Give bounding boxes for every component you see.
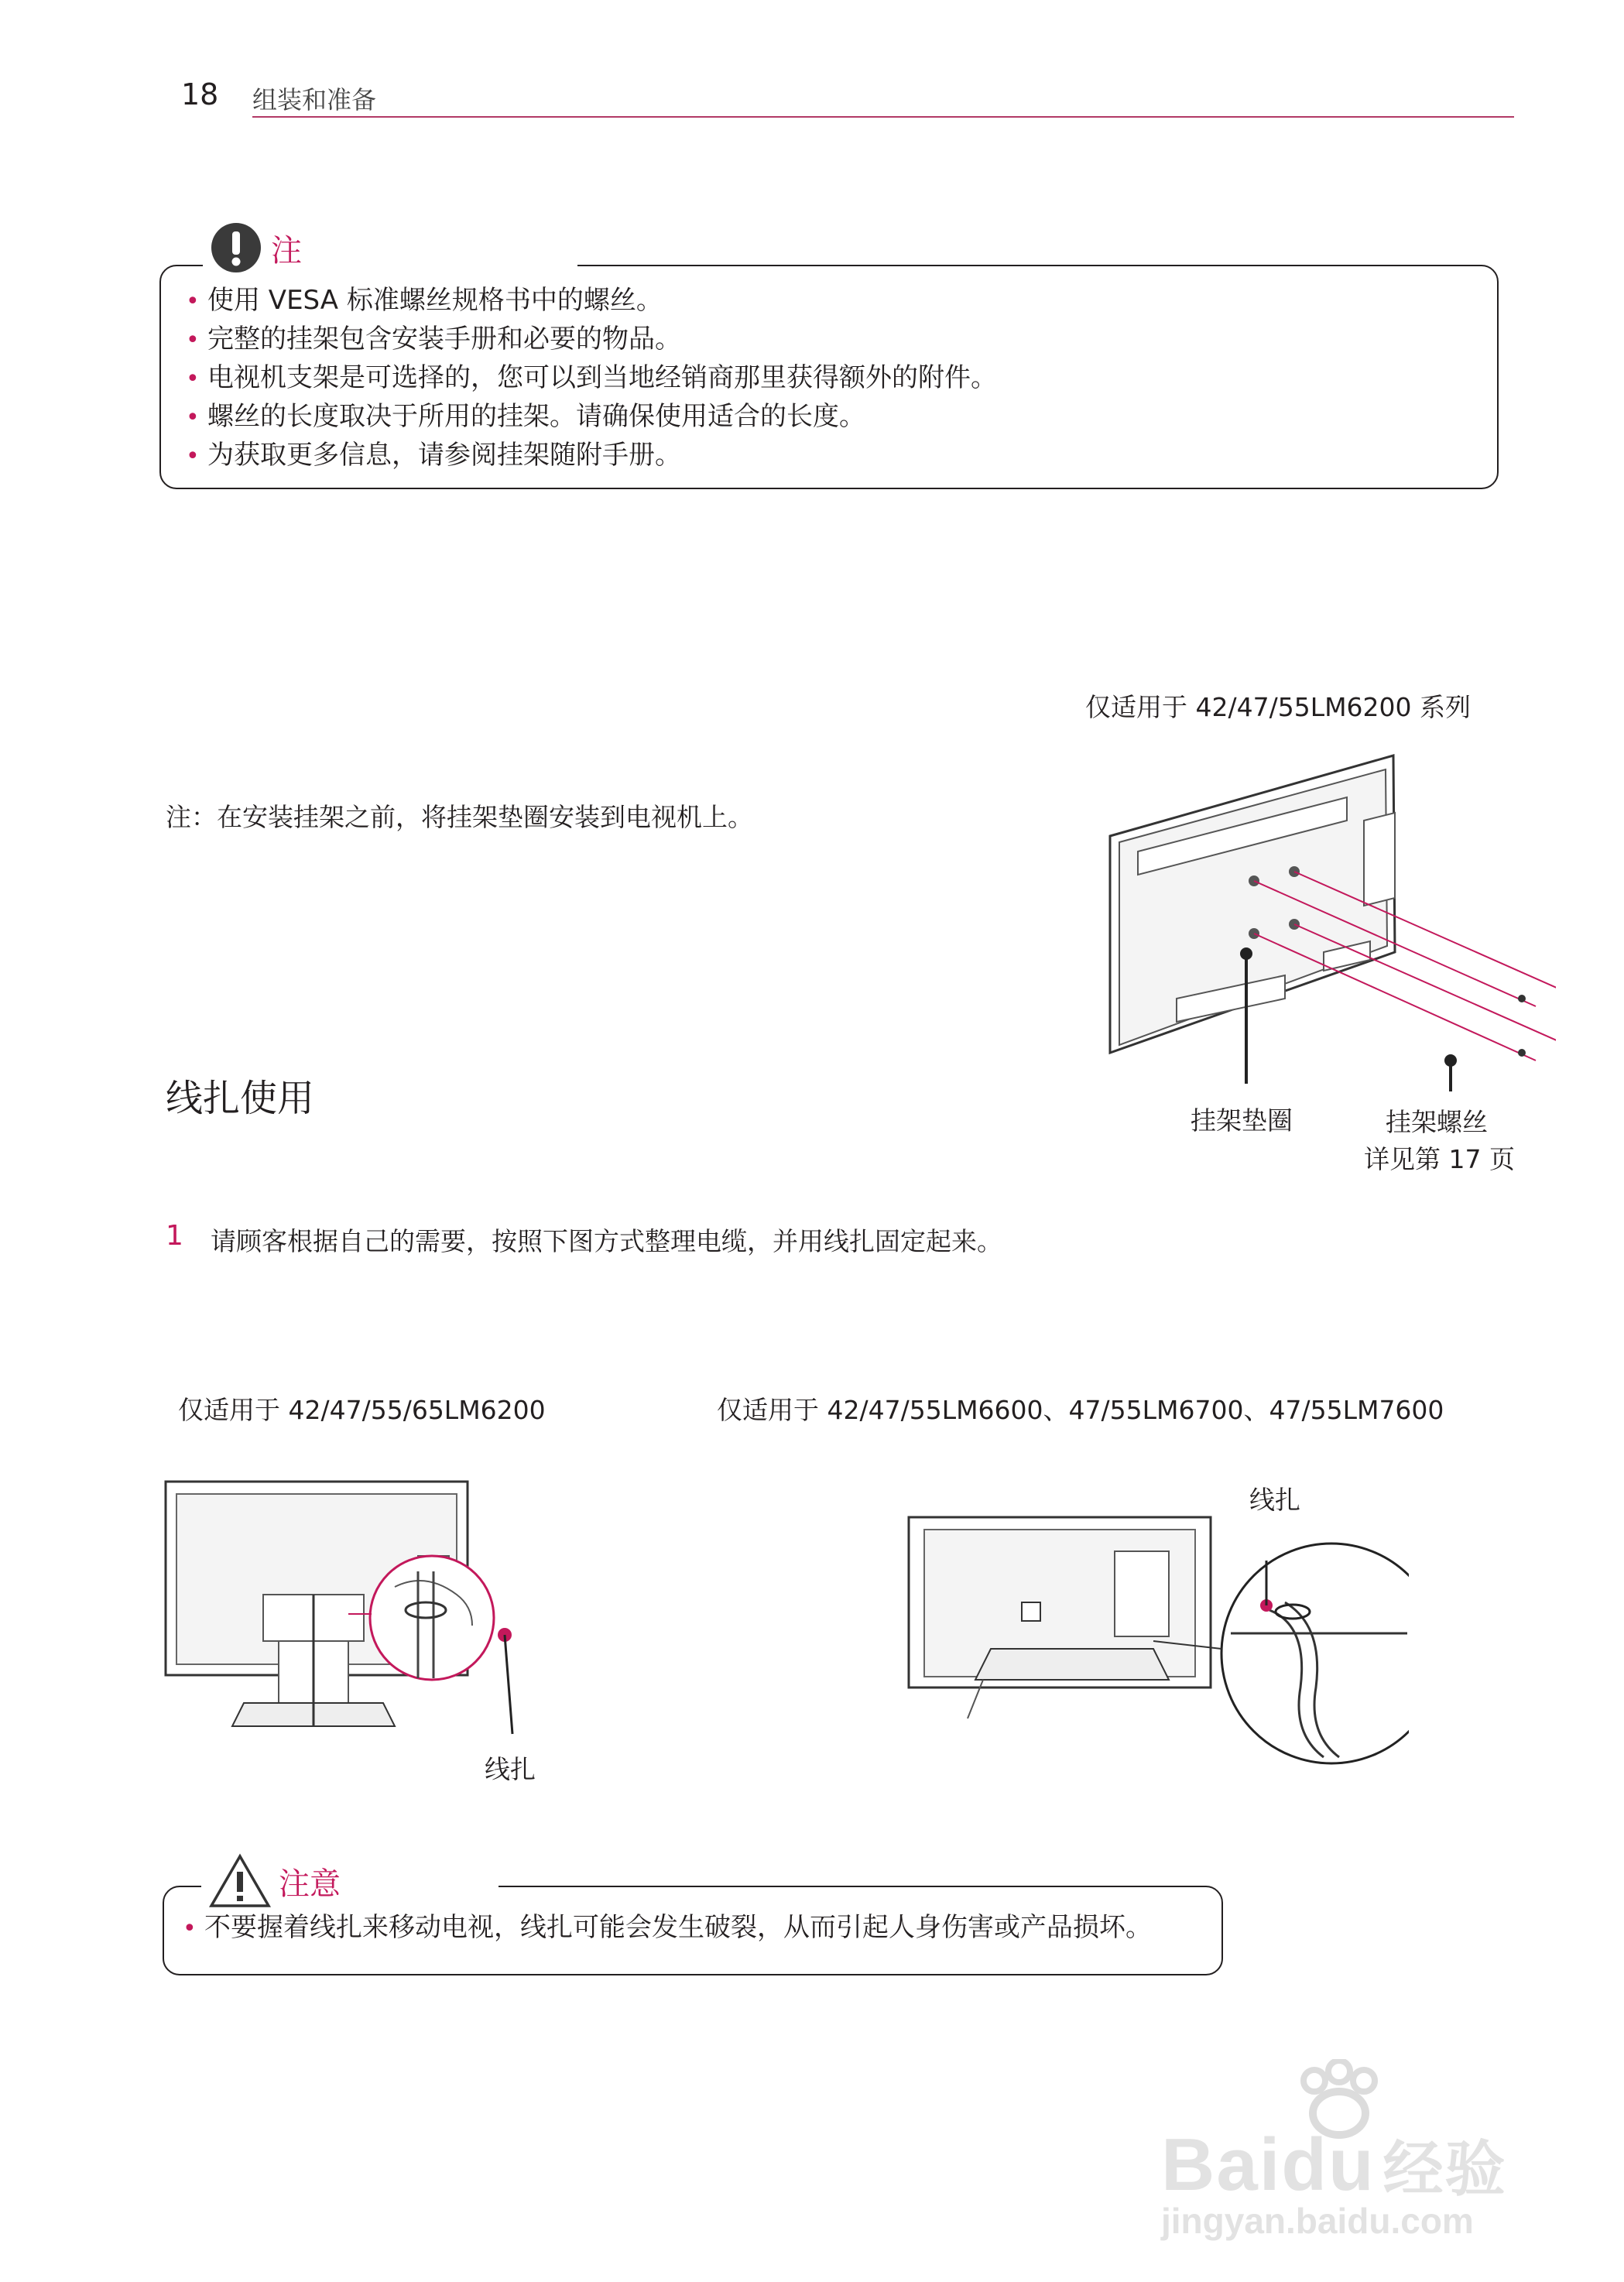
- left-cable-tie-label: 线扎: [485, 1754, 536, 1784]
- right-cable-tie-diagram: [906, 1486, 1409, 1780]
- caution-item: • 不要握着线扎来移动电视，线扎可能会发生破裂，从而引起人身伤害或产品损坏。: [183, 1912, 1152, 1943]
- spacer-label: 挂架垫圈: [1191, 1105, 1293, 1136]
- watermark-brand-cn: 经验: [1382, 2135, 1507, 2203]
- left-cable-tie-diagram: [163, 1479, 526, 1773]
- watermark-brand2: du: [1281, 2123, 1376, 2206]
- right-model-caption: 仅适用于 42/47/55LM6600、47/55LM6700、47/55LM7600: [717, 1395, 1444, 1425]
- header-divider: [252, 116, 1514, 118]
- watermark-url: jingyan.baidu.com: [1161, 2201, 1474, 2241]
- baidu-watermark: [1161, 2059, 1548, 2241]
- wall-mount-instruction: 注：在安装挂架之前，将挂架垫圈安装到电视机上。: [166, 802, 753, 832]
- note-list: [186, 282, 997, 475]
- step-text: 请顾客根据自己的需要，按照下图方式整理电缆，并用线扎固定起来。: [211, 1226, 1002, 1256]
- wall-mount-caption: 仅适用于 42/47/55LM6200 系列: [1085, 692, 1472, 722]
- watermark-brand: Bai: [1161, 2123, 1282, 2206]
- screw-label: 挂架螺丝: [1386, 1107, 1488, 1137]
- note-title-text: 注: [271, 232, 302, 269]
- warning-icon: [209, 1853, 271, 1909]
- exclamation-icon: [211, 222, 262, 273]
- page-number: 18: [181, 77, 219, 111]
- step-number: 1: [166, 1220, 183, 1252]
- section-title: 组装和准备: [252, 85, 377, 115]
- note-item: • 电视机支架是可选择的，您可以到当地经销商那里获得额外的附件。: [186, 362, 997, 393]
- note-item: • 完整的挂架包含安装手册和必要的物品。: [186, 324, 681, 355]
- note-item: • 螺丝的长度取决于所用的挂架。请确保使用适合的长度。: [186, 401, 865, 432]
- right-cable-tie-label: 线扎: [1249, 1485, 1300, 1515]
- note-title: [203, 223, 577, 272]
- left-model-caption: 仅适用于 42/47/55/65LM6200: [178, 1395, 546, 1425]
- screw-ref-label: 详见第 17 页: [1364, 1144, 1515, 1174]
- caution-title-text: 注意: [279, 1866, 341, 1902]
- wall-mount-diagram: [1091, 743, 1556, 1099]
- note-item: • 使用 VESA 标准螺丝规格书中的螺丝。: [186, 285, 663, 316]
- cable-section-title: 线扎使用: [166, 1077, 315, 1120]
- caution-title: [201, 1852, 499, 1910]
- note-item: • 为获取更多信息，请参阅挂架随附手册。: [186, 440, 681, 471]
- caution-list: [183, 1909, 1152, 1948]
